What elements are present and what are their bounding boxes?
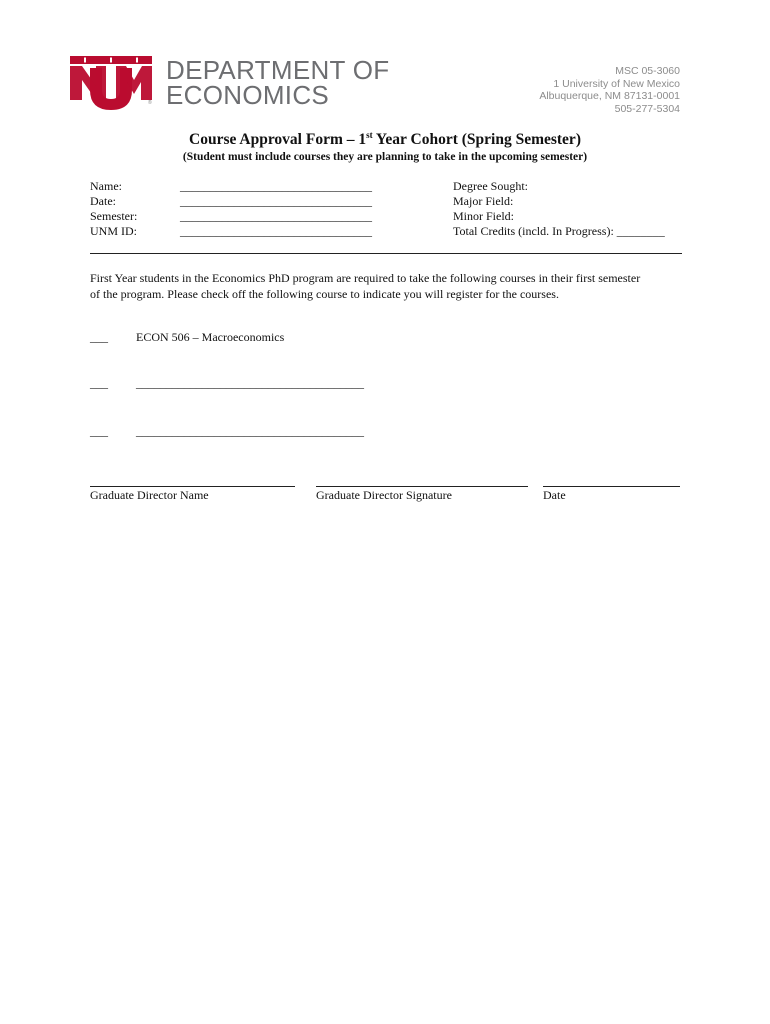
name-field[interactable]: ________________________________	[180, 179, 372, 193]
course-checkbox[interactable]: ___	[90, 330, 108, 344]
minor-field[interactable]: Minor Field:	[453, 209, 515, 223]
department-address	[539, 65, 680, 115]
course-name: ECON 506 – Macroeconomics	[136, 330, 285, 344]
department-name	[166, 55, 390, 110]
course-row	[90, 376, 364, 391]
address-line: Albuquerque, NM 87131-0001	[539, 90, 680, 102]
director-signature-label: Graduate Director Signature	[316, 488, 452, 502]
instructions-line-2: of the program. Please check off the following course to indicate you will register for the courses.	[90, 286, 559, 301]
unm-logo-icon	[68, 54, 154, 110]
major-field[interactable]: Major Field:	[453, 194, 514, 208]
director-signature-line[interactable]	[316, 486, 528, 487]
course-name-blank[interactable]: ______________________________________	[136, 424, 364, 438]
course-checkbox[interactable]: ___	[90, 376, 108, 390]
dept-line-1: DEPARTMENT OF	[166, 55, 390, 85]
field-blanks	[180, 179, 372, 239]
date-label-signature: Date	[543, 488, 566, 502]
registered-mark: ®	[148, 100, 152, 106]
course-row	[90, 330, 284, 345]
title-suffix: Year Cohort (Spring Semester)	[372, 131, 581, 148]
form-subtitle: (Student must include courses they are planning to take in the upcoming semester)	[182, 151, 588, 163]
date-label: Date:	[90, 194, 116, 208]
date-line[interactable]	[543, 486, 680, 487]
field-labels	[90, 179, 137, 239]
director-name-label: Graduate Director Name	[90, 488, 209, 502]
name-label: Name:	[90, 179, 122, 193]
total-credits-field[interactable]: Total Credits (incld. In Progress): ________	[453, 224, 665, 238]
unm-id-field[interactable]: ________________________________	[180, 224, 372, 238]
address-line: 505-277-5304	[614, 102, 680, 115]
degree-fields	[453, 179, 665, 239]
semester-label: Semester:	[90, 209, 138, 223]
director-name-line[interactable]	[90, 486, 295, 487]
dept-line-2: ECONOMICS	[166, 80, 330, 110]
address-line: 1 University of New Mexico	[553, 77, 680, 90]
divider	[90, 253, 682, 254]
instructions	[90, 271, 690, 302]
title-superscript: st	[366, 130, 373, 140]
title-prefix: Course Approval Form – 1	[189, 131, 367, 148]
address-line: MSC 05-3060	[615, 65, 680, 77]
course-row	[90, 424, 364, 439]
instructions-line-1: First Year students in the Economics PhD program are required to take the following courses in their first semester	[90, 271, 641, 285]
course-name-blank[interactable]: ______________________________________	[136, 376, 364, 390]
form-title	[0, 130, 770, 149]
semester-field[interactable]: ________________________________	[180, 209, 372, 223]
degree-sought-field[interactable]: Degree Sought:	[453, 179, 528, 193]
course-checkbox[interactable]: ___	[90, 424, 108, 438]
date-field[interactable]: ________________________________	[180, 194, 372, 208]
unm-id-label: UNM ID:	[90, 224, 137, 238]
